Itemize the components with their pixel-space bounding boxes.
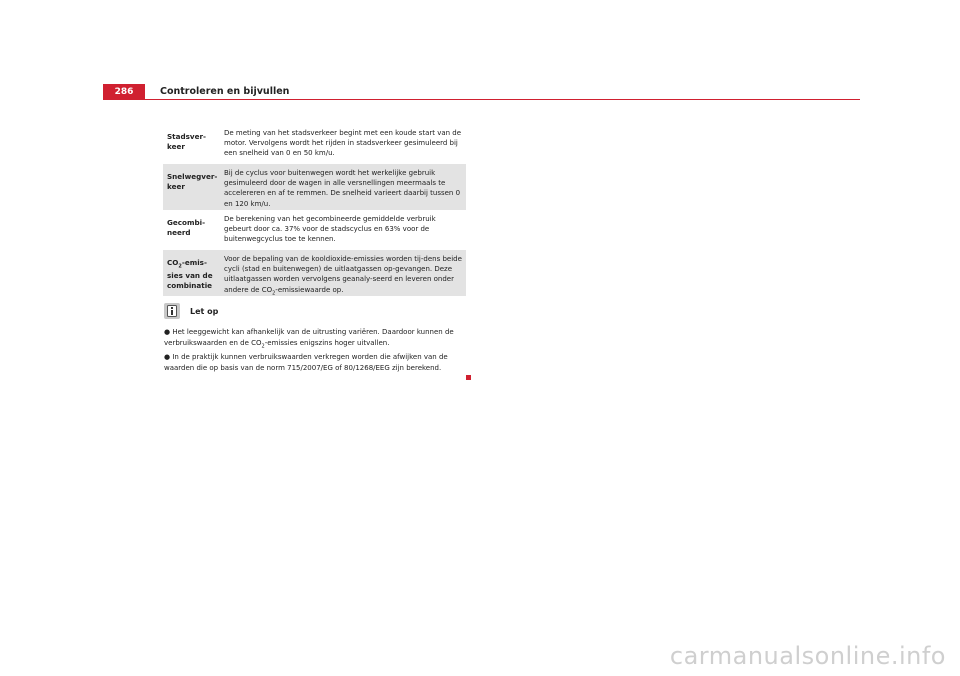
page-number: 286: [103, 84, 145, 100]
row-label: Snelwegver-keer: [167, 172, 218, 191]
row-description: De berekening van het gecombineerde gemiddelde verbruik gebeurt door ca. 37% voor de stadscyclus en 63% voor de buitenwegcyclus toe te kennen.: [224, 215, 436, 244]
table-row: [163, 164, 466, 210]
row-label: Stadsver-keer: [167, 132, 206, 151]
table-row: [163, 124, 466, 164]
note-bullet: ● In de praktijk kunnen verbruikswaarden verkregen worden die afwijken van de waarden die op basis van de norm 715/2007/EG of 80/1268/EEG zijn berekend.: [164, 353, 448, 372]
row-description: Bij de cyclus voor buitenwegen wordt het werkelijke gebruik gesimuleerd door de wagen in alle versnellingen meermaals te accelereren en af te remmen. De snelheid varieert daarbij tussen 0 en 120 km/u.: [224, 169, 461, 208]
info-icon: [164, 303, 180, 319]
table-row: [163, 210, 466, 250]
row-label: $CO_2-emis$-sies van de combinatie: [167, 258, 213, 291]
row-description: De meting van het stadsverkeer begint met een koude start van de motor. Vervolgens wordt het rijden in stadsverkeer gesimuleerd bij een snelheid van 0 en 50 km/u.: [224, 129, 462, 158]
page-title: Controleren en bijvullen: [160, 86, 290, 97]
note-title: Let op: [190, 306, 219, 316]
watermark: carmanualsonline.info: [669, 642, 946, 670]
row-label: Gecombi-neerd: [167, 218, 206, 237]
consumption-table: [163, 124, 466, 296]
row-description: Voor de bepaling van de kooldioxide-emissies worden tij-dens beide cycli (stad en buitenwegen) de uitlaatgassen op-gevangen. Deze uitlaatgassen worden vervolgens geanaly-seerd en leveren onder andere de $CO_2$-emissiewaarde op.: [224, 255, 462, 296]
table-row: [163, 250, 466, 296]
note-heading: [164, 303, 218, 319]
header-rule: [103, 99, 860, 100]
section-end-marker: [466, 375, 471, 380]
note-bullet: ● Het leeggewicht kan afhankelijk van de uitrusting variëren. Daardoor kunnen de verbruikswaarden en de $CO_2$-emissies enigszins hoger uitvallen.: [164, 328, 454, 349]
